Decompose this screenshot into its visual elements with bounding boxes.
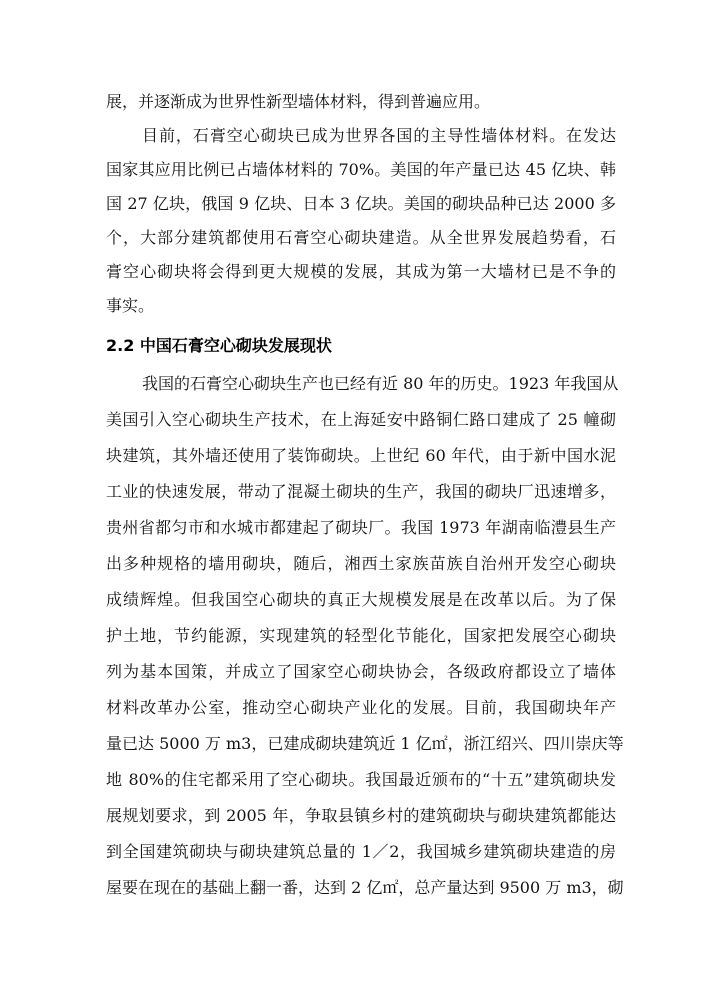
paragraph-line: 到全国建筑砌块与砌块建筑总量的 1／2，我国城乡建筑砌块建造的房 — [106, 842, 616, 861]
paragraph-line: 屋要在现在的基础上翻一番，达到 2 亿㎡，总产量达到 9500 万 m3，砌 — [106, 878, 624, 897]
paragraph-line: 量已达 5000 万 m3，已建成砌块建筑近 1 亿㎡，浙江绍兴、四川崇庆等 — [106, 734, 624, 753]
paragraph-line: 成绩辉煌。但我国空心砌块的真正大规模发展是在改革以后。为了保 — [106, 590, 616, 609]
section-heading: 2.2 中国石膏空心砌块发展现状 — [106, 336, 332, 355]
paragraph-line: 个，大部分建筑都使用石膏空心砌块建造。从全世界发展趋势看，石 — [106, 228, 616, 247]
paragraph-line: 展规划要求，到 2005 年，争取县镇乡村的建筑砌块与砌块建筑都能达 — [106, 806, 616, 825]
paragraph-line: 材料改革办公室，推动空心砌块产业化的发展。目前，我国砌块年产 — [106, 698, 616, 717]
paragraph-line: 膏空心砌块将会得到更大规模的发展，其成为第一大墙材已是不争的 — [106, 262, 616, 281]
paragraph-line: 贵州省都匀市和水城市都建起了砌块厂。我国 1973 年湖南临澧县生产 — [106, 518, 616, 537]
paragraph-line: 地 80%的住宅都采用了空心砌块。我国最近颁布的“十五”建筑砌块发 — [106, 770, 616, 789]
paragraph-line: 工业的快速发展，带动了混凝土砌块的生产，我国的砌块厂迅速增多， — [106, 482, 616, 501]
paragraph-line: 我国的石膏空心砌块生产也已经有近 80 年的历史。1923 年我国从 — [142, 374, 619, 393]
paragraph-line: 目前，石膏空心砌块已成为世界各国的主导性墙体材料。在发达 — [142, 126, 616, 145]
paragraph-line: 护土地，节约能源，实现建筑的轻型化节能化，国家把发展空心砌块 — [106, 626, 616, 645]
paragraph-line: 美国引入空心砌块生产技术，在上海延安中路铜仁路口建成了 25 幢砌 — [106, 410, 616, 429]
paragraph-line: 块建筑，其外墙还使用了装饰砌块。上世纪 60 年代，由于新中国水泥 — [106, 446, 616, 465]
paragraph-line: 事实。 — [106, 296, 155, 315]
paragraph-line: 出多种规格的墙用砌块，随后，湘西土家族苗族自治州开发空心砌块 — [106, 554, 616, 573]
paragraph-line: 国家其应用比例已占墙体材料的 70%。美国的年产量已达 45 亿块、韩 — [106, 160, 616, 179]
paragraph-line: 展，并逐渐成为世界性新型墙体材料，得到普遍应用。 — [106, 92, 491, 111]
paragraph-line: 国 27 亿块，俄国 9 亿块、日本 3 亿块。美国的砌块品种已达 2000 多 — [106, 194, 616, 213]
paragraph-line: 列为基本国策，并成立了国家空心砌块协会，各级政府都设立了墙体 — [106, 662, 616, 681]
